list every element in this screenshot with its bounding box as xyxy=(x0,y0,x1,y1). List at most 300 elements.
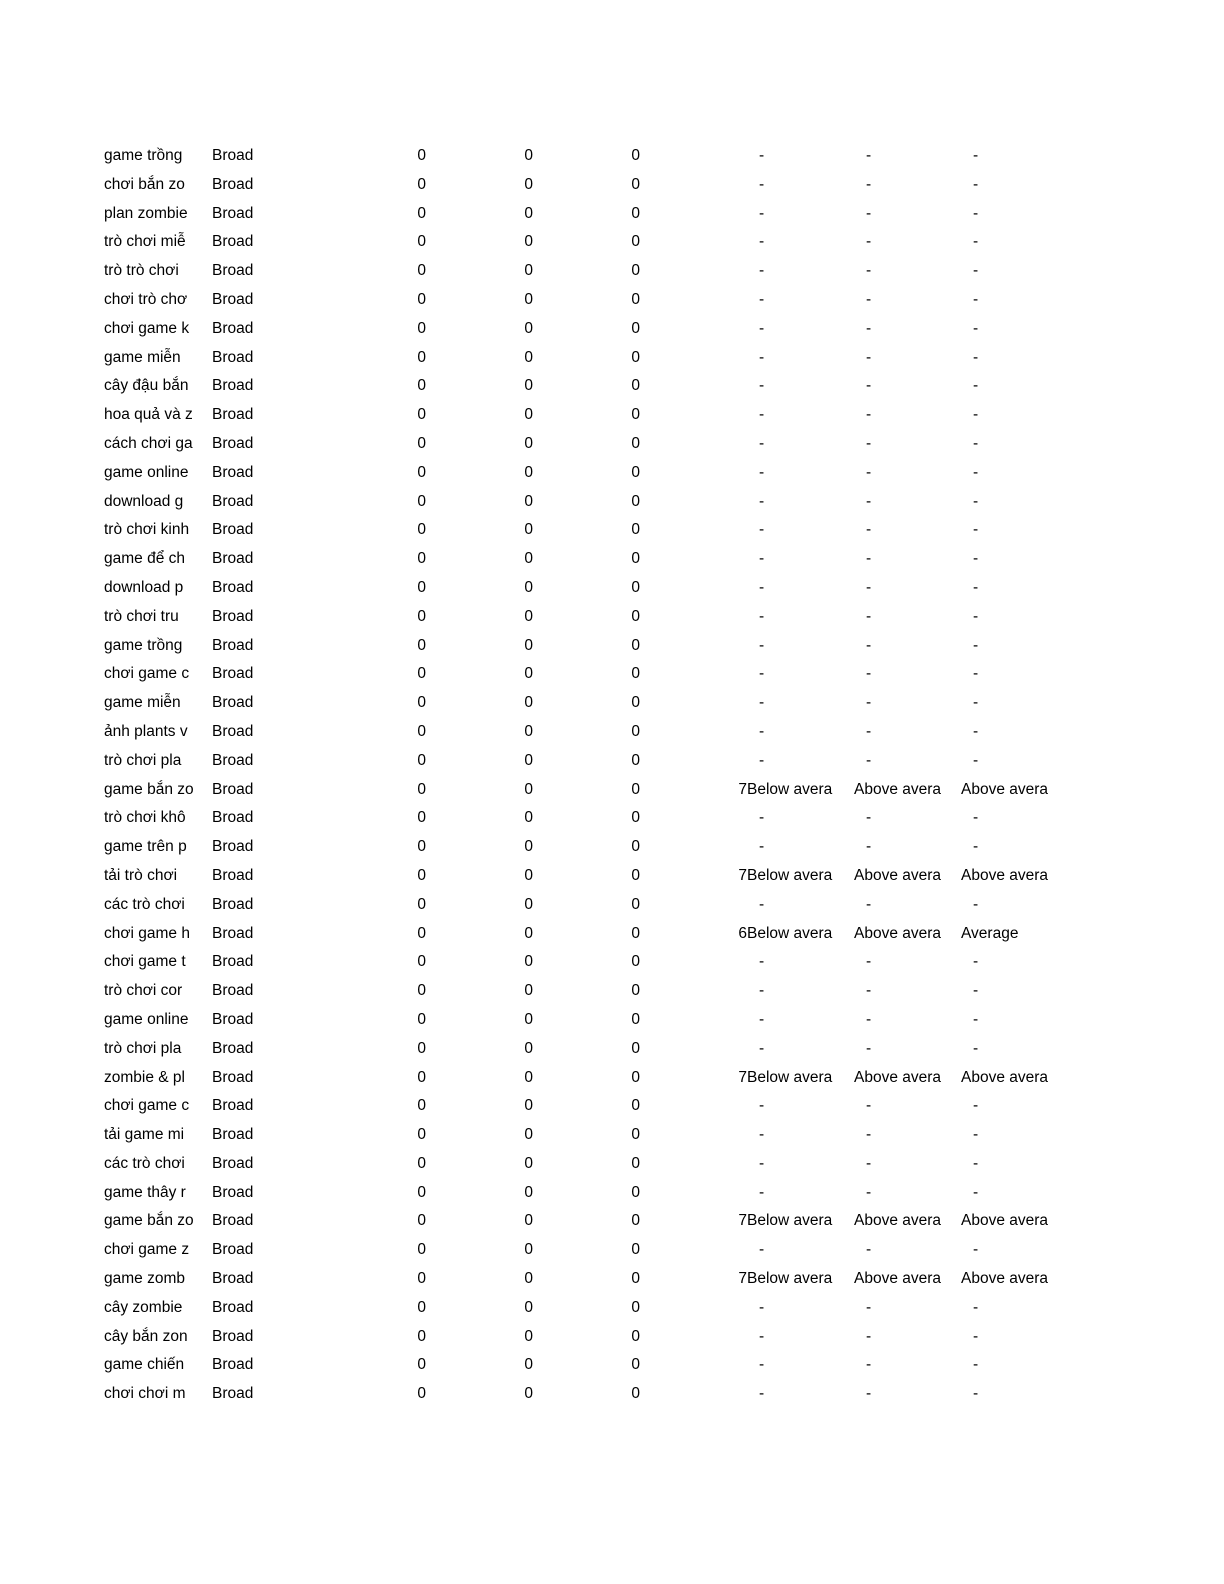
metric-cell: 0 xyxy=(417,1298,426,1316)
match-type-cell: Broad xyxy=(212,1298,254,1316)
table-row xyxy=(104,776,1071,805)
competition-cell: - xyxy=(973,377,979,395)
metric-cell: 0 xyxy=(524,838,533,856)
competition-cell: - xyxy=(759,953,765,971)
keyword-cell: chơi chơi m xyxy=(104,1385,186,1403)
competition-cell: - xyxy=(759,636,765,654)
metric-cell: 0 xyxy=(631,1298,640,1316)
metric-cell: 0 xyxy=(417,694,426,712)
metric-cell: 0 xyxy=(524,1126,533,1144)
match-type-cell: Broad xyxy=(212,348,254,366)
keyword-cell: download p xyxy=(104,578,184,596)
table-row xyxy=(104,574,1071,603)
competition-cell: - xyxy=(866,722,872,740)
competition-cell: Above avera xyxy=(961,1270,1049,1288)
keyword-cell: download g xyxy=(104,492,184,510)
competition-cell: - xyxy=(866,751,872,769)
metric-cell: 0 xyxy=(417,1270,426,1288)
competition-cell: - xyxy=(866,895,872,913)
table-row xyxy=(104,862,1071,891)
competition-cell: Above avera xyxy=(854,924,942,942)
metric-cell: 0 xyxy=(417,434,426,452)
metric-cell: 0 xyxy=(524,521,533,539)
table-row xyxy=(104,1064,1071,1093)
metric-cell: 0 xyxy=(524,982,533,1000)
metric-cell: 0 xyxy=(524,694,533,712)
match-type-cell: Broad xyxy=(212,1327,254,1345)
competition-cell: - xyxy=(759,838,765,856)
competition-cell: Average xyxy=(961,924,1019,942)
metric-cell: 0 xyxy=(524,319,533,337)
table-row xyxy=(104,660,1071,689)
metric-cell: 0 xyxy=(417,290,426,308)
competition-cell: - xyxy=(759,262,765,280)
keyword-cell: game trồng xyxy=(104,147,183,164)
keyword-cell: game chiến xyxy=(104,1356,185,1374)
match-type-cell: Broad xyxy=(212,434,254,452)
metric-cell: 0 xyxy=(524,578,533,596)
metric-cell: 0 xyxy=(417,1385,426,1403)
match-type-cell: Broad xyxy=(212,665,254,683)
table-row xyxy=(104,488,1071,517)
index-cell xyxy=(640,1092,747,1121)
competition-cell: - xyxy=(866,694,872,712)
competition-cell: - xyxy=(973,665,979,683)
keyword-cell: cây đậu bắn xyxy=(104,377,189,395)
metric-cell: 0 xyxy=(631,1212,640,1230)
index-cell xyxy=(640,488,747,517)
metric-cell: 0 xyxy=(631,290,640,308)
metric-cell: 0 xyxy=(524,1068,533,1086)
competition-cell: - xyxy=(866,1183,872,1201)
metric-cell: 0 xyxy=(631,1010,640,1028)
competition-cell: - xyxy=(866,319,872,337)
keyword-cell: game để ch xyxy=(104,550,185,568)
competition-cell: - xyxy=(866,175,872,193)
match-type-cell: Broad xyxy=(212,636,254,654)
match-type-cell: Broad xyxy=(212,463,254,481)
table-row xyxy=(104,1006,1071,1035)
competition-cell: - xyxy=(973,953,979,971)
index-cell xyxy=(640,459,747,488)
metric-cell: 0 xyxy=(417,1097,426,1115)
table-row xyxy=(104,1035,1071,1064)
index-cell xyxy=(640,401,747,430)
metric-cell: 0 xyxy=(631,550,640,568)
competition-cell: Below avera xyxy=(747,1270,833,1288)
match-type-cell: Broad xyxy=(212,607,254,625)
index-cell xyxy=(640,977,747,1006)
competition-cell: - xyxy=(759,1126,765,1144)
table-row xyxy=(104,603,1071,632)
metric-cell: 0 xyxy=(524,406,533,424)
table-row xyxy=(104,718,1071,747)
index-cell xyxy=(640,632,747,661)
match-type-cell: Broad xyxy=(212,1039,254,1057)
keyword-cell: các trò chơi xyxy=(104,1154,185,1172)
competition-cell: - xyxy=(759,204,765,222)
keyword-cell: game online xyxy=(104,463,189,481)
table-row xyxy=(104,1121,1071,1150)
table-row xyxy=(104,430,1071,459)
competition-cell: - xyxy=(973,204,979,222)
metric-cell: 0 xyxy=(524,147,533,164)
metric-cell: 0 xyxy=(417,492,426,510)
keyword-cell: chơi game k xyxy=(104,319,190,337)
competition-cell: Below avera xyxy=(747,1212,833,1230)
metric-cell: 0 xyxy=(631,751,640,769)
metric-cell: 0 xyxy=(417,348,426,366)
metric-cell: 0 xyxy=(524,780,533,798)
competition-cell: Below avera xyxy=(747,1068,833,1086)
metric-cell: 0 xyxy=(631,665,640,683)
metric-cell: 0 xyxy=(524,866,533,884)
metric-cell: 0 xyxy=(417,550,426,568)
match-type-cell: Broad xyxy=(212,1010,254,1028)
metric-cell: 0 xyxy=(417,1068,426,1086)
metric-cell: 0 xyxy=(524,463,533,481)
competition-cell: - xyxy=(866,982,872,1000)
metric-cell: 0 xyxy=(631,262,640,280)
metric-cell: 0 xyxy=(417,1356,426,1374)
table-row xyxy=(104,747,1071,776)
index-cell xyxy=(640,603,747,632)
match-type-cell: Broad xyxy=(212,550,254,568)
table-row xyxy=(104,1351,1071,1380)
keyword-cell: game thây r xyxy=(104,1183,186,1201)
index-cell xyxy=(640,1294,747,1323)
metric-cell: 0 xyxy=(524,722,533,740)
competition-cell: - xyxy=(759,463,765,481)
metric-cell: 0 xyxy=(524,1298,533,1316)
table-row xyxy=(104,1179,1071,1208)
index-cell xyxy=(640,344,747,373)
metric-cell: 0 xyxy=(417,319,426,337)
competition-cell: - xyxy=(866,809,872,827)
table-row xyxy=(104,228,1071,257)
competition-cell: - xyxy=(759,1298,765,1316)
competition-cell: - xyxy=(866,636,872,654)
competition-cell: - xyxy=(759,406,765,424)
metric-cell: 0 xyxy=(417,924,426,942)
metric-cell: 0 xyxy=(631,1385,640,1403)
keyword-cell: game zomb xyxy=(104,1270,185,1288)
metric-cell: 0 xyxy=(417,722,426,740)
competition-cell: - xyxy=(866,1154,872,1172)
metric-cell: 0 xyxy=(631,147,640,164)
competition-cell: - xyxy=(866,1298,872,1316)
competition-cell: - xyxy=(973,147,979,164)
index-cell xyxy=(640,1035,747,1064)
competition-cell: - xyxy=(973,895,979,913)
index-cell xyxy=(640,948,747,977)
competition-cell: - xyxy=(866,838,872,856)
match-type-cell: Broad xyxy=(212,262,254,280)
index-cell xyxy=(640,142,747,171)
metric-cell: 0 xyxy=(417,1183,426,1201)
metric-cell: 0 xyxy=(417,1039,426,1057)
competition-cell: - xyxy=(973,406,979,424)
table-row xyxy=(104,344,1071,373)
competition-cell: - xyxy=(759,809,765,827)
keyword-cell: cây zombie xyxy=(104,1298,183,1316)
competition-cell: - xyxy=(973,550,979,568)
competition-cell: - xyxy=(973,1183,979,1201)
metric-cell: 0 xyxy=(524,377,533,395)
competition-cell: - xyxy=(973,175,979,193)
metric-cell: 0 xyxy=(631,1356,640,1374)
table-row xyxy=(104,1207,1071,1236)
metric-cell: 0 xyxy=(631,1039,640,1057)
keyword-cell: game bắn zo xyxy=(104,780,194,798)
competition-cell: - xyxy=(759,895,765,913)
metric-cell: 0 xyxy=(524,1039,533,1057)
competition-cell: - xyxy=(866,262,872,280)
table-row xyxy=(104,257,1071,286)
metric-cell: 0 xyxy=(631,463,640,481)
index-cell xyxy=(640,516,747,545)
index-cell xyxy=(640,891,747,920)
index-cell: 7 xyxy=(738,1270,747,1288)
competition-cell: - xyxy=(973,982,979,1000)
index-cell xyxy=(640,545,747,574)
index-cell xyxy=(640,1380,747,1409)
table-row xyxy=(104,804,1071,833)
competition-cell: - xyxy=(866,1126,872,1144)
metric-cell: 0 xyxy=(631,377,640,395)
metric-cell: 0 xyxy=(524,1183,533,1201)
index-cell xyxy=(640,200,747,229)
metric-cell: 0 xyxy=(417,1241,426,1259)
table-row xyxy=(104,920,1071,949)
metric-cell: 0 xyxy=(524,636,533,654)
competition-cell: - xyxy=(866,1010,872,1028)
metric-cell: 0 xyxy=(417,982,426,1000)
metric-cell: 0 xyxy=(631,348,640,366)
competition-cell: Above avera xyxy=(961,866,1049,884)
match-type-cell: Broad xyxy=(212,866,254,884)
competition-cell: Above avera xyxy=(854,1212,942,1230)
index-cell xyxy=(640,804,747,833)
match-type-cell: Broad xyxy=(212,290,254,308)
competition-cell: - xyxy=(759,1097,765,1115)
competition-cell: - xyxy=(973,838,979,856)
competition-cell: Below avera xyxy=(747,924,833,942)
metric-cell: 0 xyxy=(417,1327,426,1345)
keyword-cell: chơi trò chơ xyxy=(104,290,188,308)
competition-cell: - xyxy=(973,1385,979,1403)
table-row xyxy=(104,171,1071,200)
competition-cell: - xyxy=(973,1097,979,1115)
competition-cell: - xyxy=(973,1126,979,1144)
competition-cell: Above avera xyxy=(854,1068,942,1086)
metric-cell: 0 xyxy=(524,1241,533,1259)
metric-cell: 0 xyxy=(417,953,426,971)
keyword-cell: trò chơi pla xyxy=(104,751,182,769)
match-type-cell: Broad xyxy=(212,175,254,193)
competition-cell: - xyxy=(866,1097,872,1115)
metric-cell: 0 xyxy=(417,636,426,654)
competition-cell: Above avera xyxy=(961,780,1049,798)
match-type-cell: Broad xyxy=(212,838,254,856)
competition-cell: - xyxy=(866,463,872,481)
keyword-cell: game miễn xyxy=(104,348,181,366)
metric-cell: 0 xyxy=(524,1270,533,1288)
index-cell: 7 xyxy=(738,866,747,884)
metric-cell: 0 xyxy=(524,550,533,568)
match-type-cell: Broad xyxy=(212,1241,254,1259)
keyword-cell: chơi game c xyxy=(104,665,190,683)
keyword-cell: tải trò chơi xyxy=(104,866,178,884)
table-body xyxy=(104,142,1071,1409)
competition-cell: - xyxy=(866,406,872,424)
metric-cell: 0 xyxy=(631,434,640,452)
keyword-cell: game trồng xyxy=(104,636,183,654)
match-type-cell: Broad xyxy=(212,780,254,798)
competition-cell: - xyxy=(973,1039,979,1057)
competition-cell: - xyxy=(973,1298,979,1316)
metric-cell: 0 xyxy=(417,233,426,251)
metric-cell: 0 xyxy=(631,1097,640,1115)
competition-cell: - xyxy=(759,1241,765,1259)
metric-cell: 0 xyxy=(631,866,640,884)
keyword-cell: game bắn zo xyxy=(104,1212,194,1230)
competition-cell: - xyxy=(973,578,979,596)
table-row xyxy=(104,1380,1071,1409)
competition-cell: - xyxy=(866,147,872,164)
competition-cell: - xyxy=(866,290,872,308)
index-cell xyxy=(640,689,747,718)
metric-cell: 0 xyxy=(524,175,533,193)
metric-cell: 0 xyxy=(631,521,640,539)
metric-cell: 0 xyxy=(631,319,640,337)
index-cell xyxy=(640,718,747,747)
competition-cell: - xyxy=(759,319,765,337)
metric-cell: 0 xyxy=(417,578,426,596)
competition-cell: - xyxy=(866,204,872,222)
competition-cell: - xyxy=(973,1356,979,1374)
metric-cell: 0 xyxy=(631,953,640,971)
competition-cell: - xyxy=(973,521,979,539)
index-cell xyxy=(640,1150,747,1179)
table-row xyxy=(104,516,1071,545)
table-row xyxy=(104,833,1071,862)
metric-cell: 0 xyxy=(417,521,426,539)
match-type-cell: Broad xyxy=(212,694,254,712)
metric-cell: 0 xyxy=(524,665,533,683)
competition-cell: - xyxy=(866,521,872,539)
competition-cell: - xyxy=(759,233,765,251)
keyword-cell: trò chơi khô xyxy=(104,809,186,827)
table-row xyxy=(104,1323,1071,1352)
metric-cell: 0 xyxy=(524,953,533,971)
competition-cell: - xyxy=(866,1241,872,1259)
match-type-cell: Broad xyxy=(212,953,254,971)
match-type-cell: Broad xyxy=(212,1154,254,1172)
competition-cell: - xyxy=(759,694,765,712)
competition-cell: - xyxy=(973,262,979,280)
metric-cell: 0 xyxy=(631,406,640,424)
competition-cell: Below avera xyxy=(747,780,833,798)
competition-cell: Below avera xyxy=(747,866,833,884)
match-type-cell: Broad xyxy=(212,722,254,740)
keyword-cell: zombie & pl xyxy=(104,1068,185,1086)
metric-cell: 0 xyxy=(417,1010,426,1028)
metric-cell: 0 xyxy=(417,780,426,798)
keyword-cell: cây bắn zon xyxy=(104,1327,188,1345)
match-type-cell: Broad xyxy=(212,982,254,1000)
table-row xyxy=(104,459,1071,488)
competition-cell: - xyxy=(973,434,979,452)
competition-cell: - xyxy=(759,1327,765,1345)
keyword-cell: trò chơi tru xyxy=(104,607,179,625)
metric-cell: 0 xyxy=(631,722,640,740)
metric-cell: 0 xyxy=(631,982,640,1000)
competition-cell: - xyxy=(759,521,765,539)
keyword-cell: trò trò chơi xyxy=(104,262,179,280)
metric-cell: 0 xyxy=(631,1327,640,1345)
index-cell xyxy=(640,1179,747,1208)
competition-cell: - xyxy=(759,175,765,193)
competition-cell: Above avera xyxy=(961,1068,1049,1086)
competition-cell: - xyxy=(973,607,979,625)
keyword-cell: tải game mi xyxy=(104,1126,185,1144)
match-type-cell: Broad xyxy=(212,492,254,510)
metric-cell: 0 xyxy=(631,694,640,712)
competition-cell: - xyxy=(866,578,872,596)
table-row xyxy=(104,142,1071,171)
competition-cell: - xyxy=(759,751,765,769)
match-type-cell: Broad xyxy=(212,1183,254,1201)
competition-cell: - xyxy=(973,1154,979,1172)
competition-cell: - xyxy=(866,953,872,971)
metric-cell: 0 xyxy=(524,895,533,913)
metric-cell: 0 xyxy=(524,204,533,222)
metric-cell: 0 xyxy=(524,434,533,452)
match-type-cell: Broad xyxy=(212,1126,254,1144)
metric-cell: 0 xyxy=(631,1126,640,1144)
keyword-cell: trò chơi miễ xyxy=(104,233,186,251)
metric-cell: 0 xyxy=(524,1356,533,1374)
competition-cell: - xyxy=(759,1385,765,1403)
metric-cell: 0 xyxy=(524,809,533,827)
table-row xyxy=(104,545,1071,574)
competition-cell: - xyxy=(866,1039,872,1057)
competition-cell: - xyxy=(759,982,765,1000)
metric-cell: 0 xyxy=(631,175,640,193)
metric-cell: 0 xyxy=(631,809,640,827)
competition-cell: - xyxy=(759,607,765,625)
competition-cell: - xyxy=(973,722,979,740)
keyword-cell: chơi game c xyxy=(104,1097,190,1115)
match-type-cell: Broad xyxy=(212,319,254,337)
match-type-cell: Broad xyxy=(212,1068,254,1086)
competition-cell: - xyxy=(759,578,765,596)
metric-cell: 0 xyxy=(524,1385,533,1403)
competition-cell: - xyxy=(973,463,979,481)
index-cell: 7 xyxy=(738,1212,747,1230)
table-row xyxy=(104,372,1071,401)
competition-cell: - xyxy=(866,1327,872,1345)
competition-cell: - xyxy=(973,751,979,769)
metric-cell: 0 xyxy=(631,578,640,596)
metric-cell: 0 xyxy=(417,607,426,625)
competition-cell: - xyxy=(866,348,872,366)
competition-cell: - xyxy=(973,809,979,827)
match-type-cell: Broad xyxy=(212,751,254,769)
match-type-cell: Broad xyxy=(212,1212,254,1230)
match-type-cell: Broad xyxy=(212,377,254,395)
